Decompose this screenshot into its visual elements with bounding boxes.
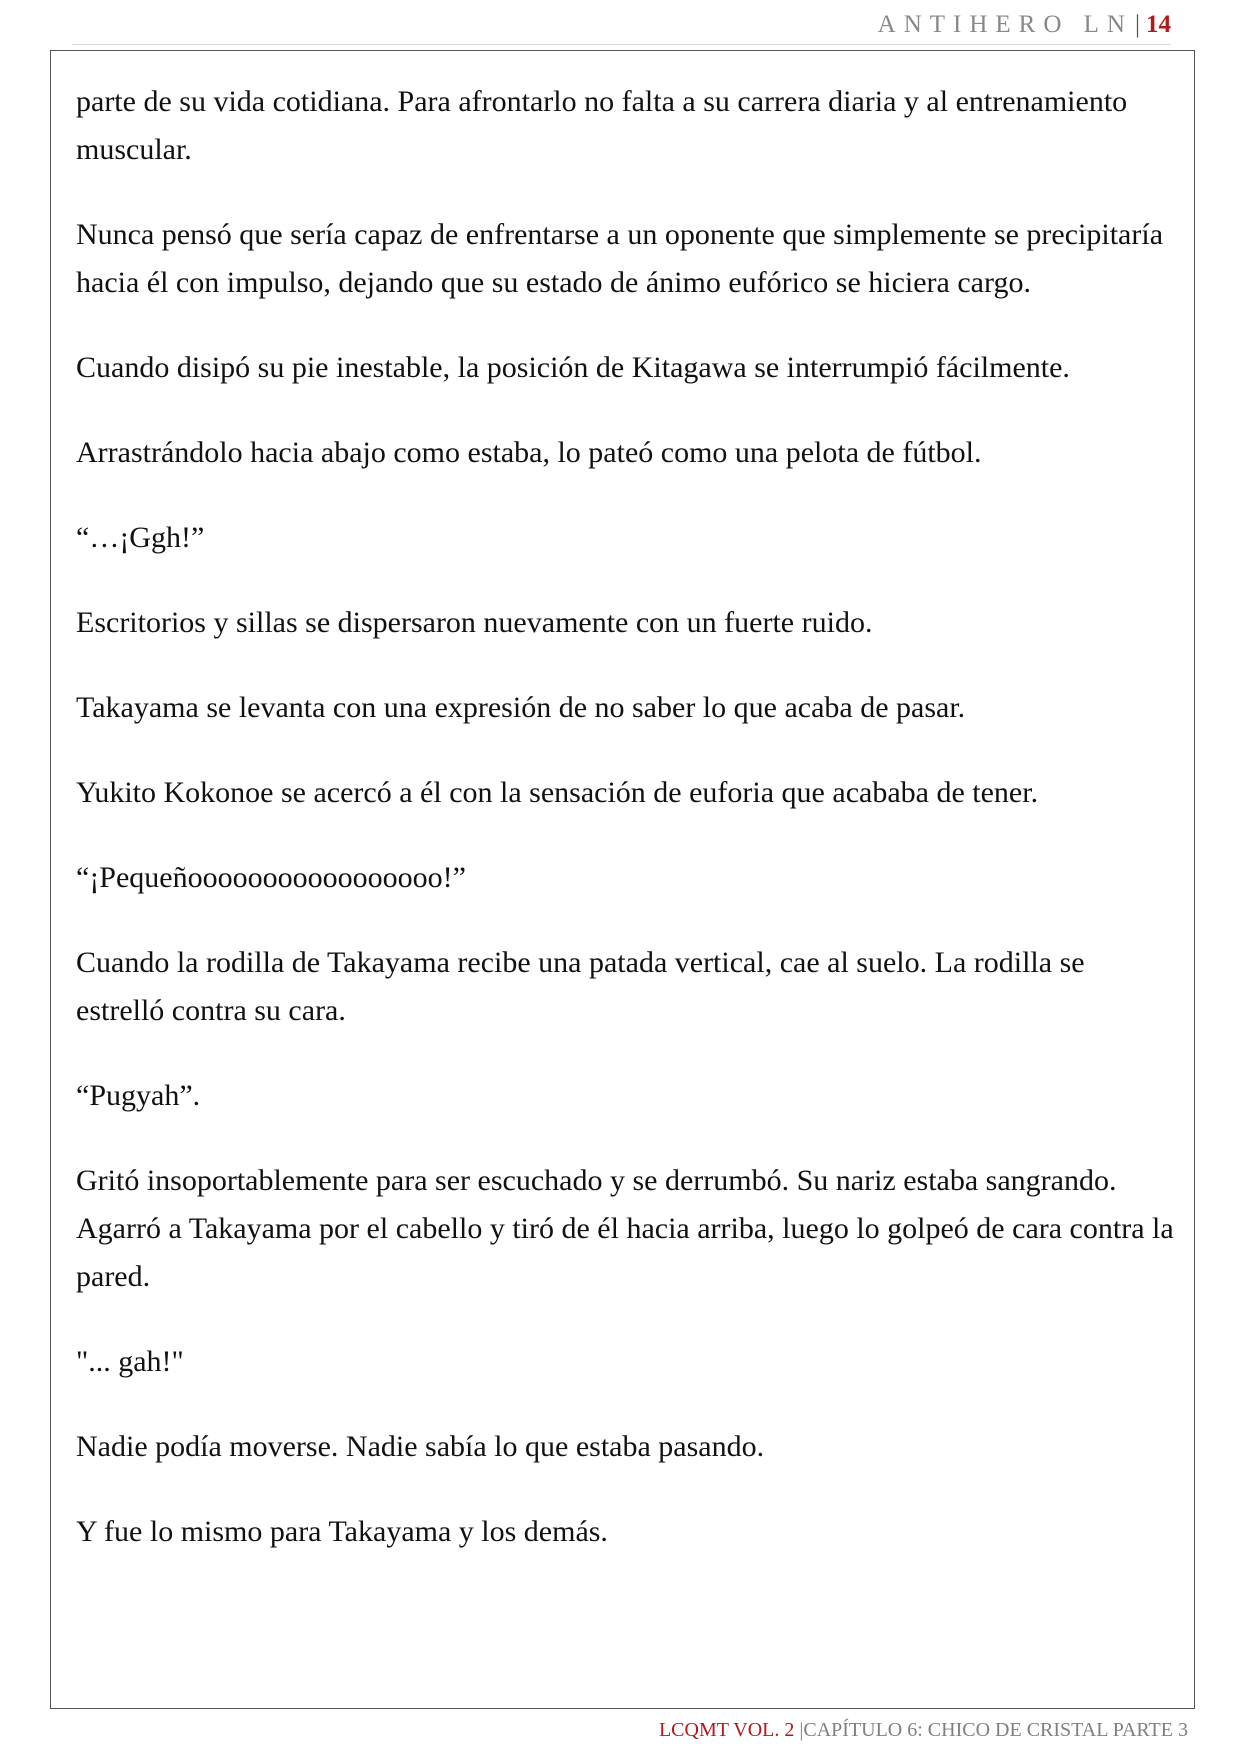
footer-volume: LCQMT VOL. 2 [658, 1719, 795, 1741]
body-text [76, 78, 1176, 1593]
paragraph: Gritó insoportablemente para ser escuchado y se derrumbó. Su nariz estaba sangrando. Agarró a Takayama por el cabello y tiró de él hacia arriba, luego lo golpeó de cara contra la pared. [76, 1164, 1174, 1293]
paragraph: Arrastrándolo hacia abajo como estaba, lo pateó como una pelota de fútbol. [76, 436, 982, 469]
dialogue-line: “¡Pequeñooooooooooooooooo!” [76, 861, 466, 894]
paragraph: Escritorios y sillas se dispersaron nuevamente con un fuerte ruido. [76, 606, 873, 639]
paragraph: Takayama se levanta con una expresión de no saber lo que acaba de pasar. [76, 691, 966, 724]
paragraph: Nadie podía moverse. Nadie sabía lo que estaba pasando. [76, 1430, 765, 1463]
footer-chapter: |CAPÍTULO 6: CHICO DE CRISTAL PARTE 3 [799, 1719, 1188, 1741]
paragraph: parte de su vida cotidiana. Para afrontarlo no falta a su carrera diaria y al entrenamiento muscular. [76, 85, 1128, 166]
dialogue-line: “…¡Ggh!” [76, 521, 205, 554]
page-header [878, 8, 1171, 42]
page-number: 14 [1146, 11, 1171, 38]
paragraph: Yukito Kokonoe se acercó a él con la sensación de euforia que acababa de tener. [76, 776, 1039, 809]
dialogue-line: "... gah!" [76, 1345, 184, 1378]
header-divider [72, 44, 1171, 45]
dialogue-line: “Pugyah”. [76, 1079, 201, 1112]
paragraph: Cuando la rodilla de Takayama recibe una patada vertical, cae al suelo. La rodilla se estrelló contra su cara. [76, 946, 1085, 1027]
paragraph: Nunca pensó que sería capaz de enfrentarse a un oponente que simplemente se precipitaría hacia él con impulso, dejando que su estado de ánimo eufórico se hiciera cargo. [76, 218, 1164, 299]
page-footer [659, 1719, 1188, 1742]
header-separator: | [1134, 11, 1140, 38]
paragraph: Y fue lo mismo para Takayama y los demás. [76, 1515, 608, 1548]
site-name: ANTIHERO LN [877, 11, 1133, 38]
paragraph: Cuando disipó su pie inestable, la posición de Kitagawa se interrumpió fácilmente. [76, 351, 1070, 384]
